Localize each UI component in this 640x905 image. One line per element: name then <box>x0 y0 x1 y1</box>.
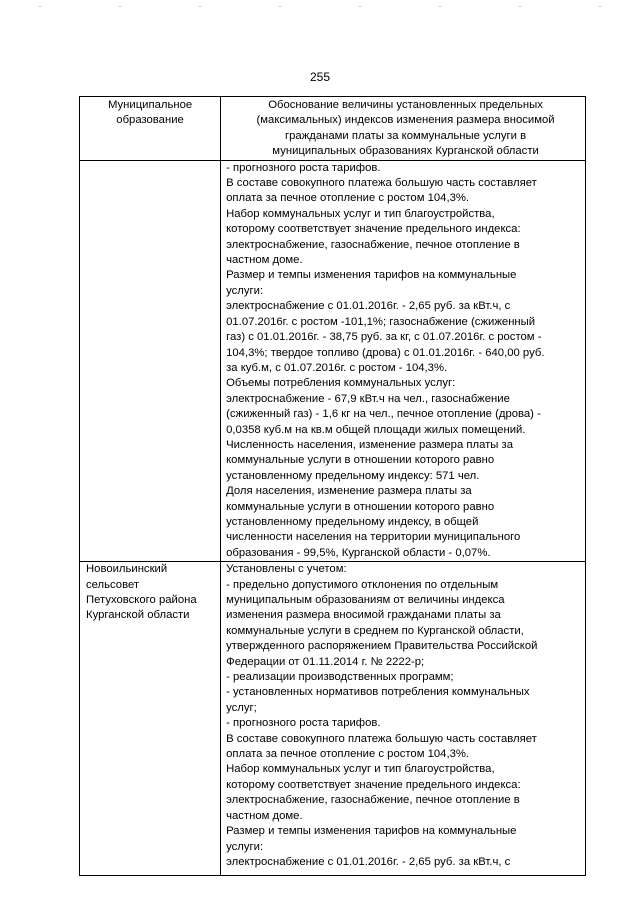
text-line: В составе совокупного платежа большую часть составляет <box>226 732 537 745</box>
text-line: электроснабжение, газоснабжение, печное отопление в <box>226 238 520 251</box>
text-line: Размер и темпы изменения тарифов на коммунальные <box>226 825 517 838</box>
text-line: оплата за печное отопление с ростом 104,3%. <box>226 748 470 761</box>
text-line: Численность населения, изменение размера платы за <box>226 438 514 451</box>
text-line: электроснабжение - 67,9 кВт.ч на чел., газоснабжение <box>226 392 510 405</box>
text-line: Доля населения, изменение размера платы за <box>226 485 472 498</box>
text-line: 0,0358 куб.м на кв.м общей площади жилых помещений. <box>226 423 526 436</box>
municipality-cell <box>80 562 221 876</box>
text-line: В составе совокупного платежа большую часть составляет <box>226 177 537 190</box>
page-number: 255 <box>309 70 331 84</box>
municipality-name-line: Петуховского района <box>86 594 197 606</box>
text-line: коммунальные услуги в отношении которого равно <box>226 500 495 513</box>
text-line: - прогнозного роста тарифов. <box>226 717 381 730</box>
municipality-name-line: Новоильинский <box>86 563 168 576</box>
text-line: 104,3%; твердое топливо (дрова) с 01.01.2016г. - 640,00 руб. <box>226 346 545 359</box>
text-line: - предельно допустимого отклонения по отдельным <box>226 578 499 591</box>
table-row <box>80 160 586 562</box>
header-justification <box>221 97 586 161</box>
municipality-name-line: Курганской области <box>86 609 190 622</box>
justification-table <box>79 96 586 876</box>
text-line: Набор коммунальных услуг и тип благоустройства, <box>226 763 495 776</box>
text-line: Набор коммунальных услуг и тип благоустройства, <box>226 207 495 220</box>
text-line: утвержденного распоряжением Правительства Российской <box>226 640 538 653</box>
table-header-row <box>80 97 586 161</box>
text-line: - установленных нормативов потребления коммунальных <box>226 686 530 699</box>
text-line: электроснабжение с 01.01.2016г. - 2,65 руб. за кВт.ч, с <box>226 300 511 313</box>
text-line: установленному предельному индексу, в общей <box>226 515 479 528</box>
text-line: услуги: <box>226 840 264 853</box>
text-line: Объемы потребления коммунальных услуг: <box>226 377 456 390</box>
text-line: коммунальные услуги в среднем по Курганской области, <box>226 624 524 637</box>
scan-noise <box>0 6 640 8</box>
text-line: Установлены с учетом: <box>226 563 347 576</box>
municipality-name-line: сельсовет <box>86 578 140 591</box>
text-line: Федерации от 01.11.2014 г. № 2222-р; <box>226 655 425 668</box>
header-text-line: Обоснование величины установленных предельных <box>268 99 543 111</box>
header-text-line: гражданами платы за коммунальные услуги в <box>285 129 527 142</box>
text-line: - реализации производственных программ; <box>226 671 454 684</box>
text-line: услуг; <box>226 701 257 714</box>
text-line: газ) с 01.01.2016г. - 38,75 руб. за кг, с 01.07.2016г. с ростом - <box>226 331 542 344</box>
header-text-line: образование <box>116 114 184 127</box>
justification-cell <box>221 160 586 562</box>
header-municipality <box>80 97 221 161</box>
header-text-line: (максимальных) индексов изменения размера вносимой <box>256 114 555 127</box>
text-line: образования - 99,5%, Курганской области - 0,07%. <box>226 546 491 559</box>
text-line: которому соответствует значение предельного индекса: <box>226 778 521 791</box>
text-line: коммунальные услуги в отношении которого равно <box>226 454 495 467</box>
text-line: электроснабжение, газоснабжение, печное отопление в <box>226 794 520 807</box>
text-line: численности населения на территории муниципального <box>226 531 521 544</box>
text-line: установленному предельному индексу: 571 чел. <box>226 469 480 482</box>
text-line: - прогнозного роста тарифов. <box>226 161 381 174</box>
table-row <box>80 562 586 876</box>
header-text-line: Муниципальное <box>107 99 193 111</box>
text-line: муниципальным образованиям от величины индекса <box>226 594 505 606</box>
text-line: услуги: <box>226 284 264 297</box>
text-line: которому соответствует значение предельного индекса: <box>226 223 521 236</box>
municipality-cell <box>80 160 221 562</box>
text-line: 01.07.2016г. с ростом -101,1%; газоснабжение (сжиженный <box>226 315 536 328</box>
justification-cell <box>221 562 586 876</box>
text-line: частном доме. <box>226 809 303 822</box>
text-line: за куб.м, с 01.07.2016г. с ростом - 104,3%. <box>226 361 448 374</box>
header-text-line: муниципальных образованиях Курганской области <box>272 145 539 158</box>
text-line: изменения размера вносимой гражданами платы за <box>226 609 501 622</box>
text-line: оплата за печное отопление с ростом 104,3%. <box>226 192 470 205</box>
text-line: электроснабжение с 01.01.2016г. - 2,65 руб. за кВт.ч, с <box>226 855 511 868</box>
text-line: Размер и темпы изменения тарифов на коммунальные <box>226 269 517 282</box>
text-line: (сжиженный газ) - 1,6 кг на чел., печное отопление (дрова) - <box>226 408 541 421</box>
text-line: частном доме. <box>226 254 303 267</box>
